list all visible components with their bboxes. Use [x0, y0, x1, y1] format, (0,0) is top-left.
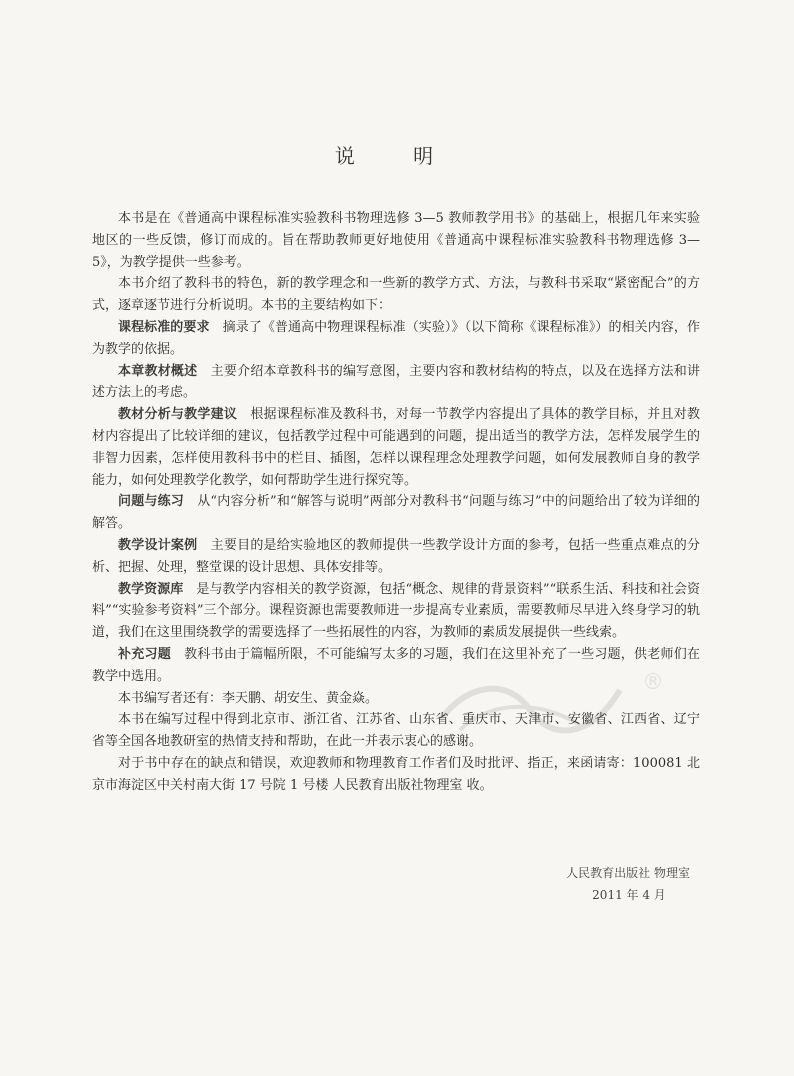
paragraph-text: 摘录了《普通高中物理课程标准（实验）》（以下简称《课程标准》）的相关内容，作为教学的依据。	[92, 319, 700, 357]
section-term: 课程标准的要求	[118, 319, 210, 335]
signature-date: 2011 年 4 月	[592, 888, 666, 902]
paragraph-text: 本书在编写过程中得到北京市、浙江省、江苏省、山东省、重庆市、天津市、安徽省、江西省、辽宁省等全国各地教研室的热情支持和帮助，在此一并表示衷心的感谢。	[92, 712, 700, 750]
paragraph-5	[92, 404, 700, 491]
paragraph-text: 主要目的是给实验地区的教师提供一些教学设计方面的参考，包括一些重点难点的分析、把握、处理，整堂课的设计思想、具体安排等。	[92, 537, 700, 575]
paragraph-text: 对于书中存在的缺点和错误，欢迎教师和物理教育工作者们及时批评、指正，来函请寄：100081 北京市海淀区中关村南大街 17 号院 1 号楼 人民教育出版社物理室 收。	[92, 755, 700, 793]
paragraph-11	[92, 709, 700, 753]
paragraph-text: 本书介绍了教科书的特色，新的教学理念和一些新的教学方式、方法，与教科书采取“紧密配合”的方式，逐章逐节进行分析说明。本书的主要结构如下：	[92, 276, 700, 314]
paragraph-6	[92, 491, 700, 535]
paragraph-text: 教科书由于篇幅所限，不可能编写太多的习题，我们在这里补充了一些习题，供老师们在教学中选用。	[92, 646, 700, 684]
signature-org: 人民教育出版社 物理室	[566, 866, 690, 880]
registered-icon: ®	[642, 670, 664, 695]
section-term: 教材分析与教学建议	[118, 407, 238, 423]
section-term: 教学设计案例	[118, 537, 198, 553]
paragraph-2	[92, 273, 700, 317]
paragraph-10	[92, 688, 700, 710]
body-text	[92, 208, 700, 797]
paragraph-text: 是与教学内容相关的教学资源，包括“概念、规律的背景资料”“联系生活、科技和社会资料”“实验参考资料”三个部分。课程资源也需要教师进一步提高专业素质，需要教师尽早进入终身学习的轨道，我们在这里围绕教学的需要选择了一些拓展性的内容，为教师的素质发展提供一些线索。	[92, 581, 700, 641]
paragraph-1	[92, 208, 700, 273]
paragraph-text: 本书是在《普通高中课程标准实验教科书物理选修 3—5 教师教学用书》的基础上，根据几年来实验地区的一些反馈，修订而成的。旨在帮助教师更好地使用《普通高中课程标准实验教科书物理选修 3—5》，为教学提供一些参考。	[92, 211, 700, 270]
section-term: 教学资源库	[118, 581, 184, 597]
paragraph-text: 本书编写者还有：李天鹏、胡安生、黄金焱。	[118, 690, 379, 706]
paragraph-4	[92, 361, 700, 405]
paragraph-7	[92, 535, 700, 579]
paragraph-text: 根据课程标准及教科书，对每一节教学内容提出了具体的教学目标，并且对教材内容提出了比较详细的建议，包括教学过程中可能遇到的问题，提出适当的教学方法，怎样发展学生的非智力因素，怎样使用教科书中的栏目、插图，怎样以课程理念处理教学问题，如何发展教师自身的教学能力，如何处理教学化教学，如何帮助学生进行探究等。	[92, 407, 700, 488]
section-term: 补充习题	[118, 646, 171, 662]
paragraph-12	[92, 753, 700, 797]
page-title: 说 明	[334, 144, 460, 168]
paragraph-text: 从“内容分析”和“解答与说明”两部分对教科书“问题与练习”中的问题给出了较为详细的解答。	[92, 494, 700, 532]
section-term: 问题与练习	[118, 494, 184, 510]
paragraph-8	[92, 579, 700, 644]
section-term: 本章教材概述	[118, 363, 198, 379]
paragraph-text: 主要介绍本章教科书的编写意图，主要内容和教材结构的特点，以及在选择方法和讲述方法上的考虑。	[92, 363, 700, 401]
paragraph-9	[92, 644, 700, 688]
signature-block	[566, 862, 690, 906]
paragraph-3	[92, 317, 700, 361]
